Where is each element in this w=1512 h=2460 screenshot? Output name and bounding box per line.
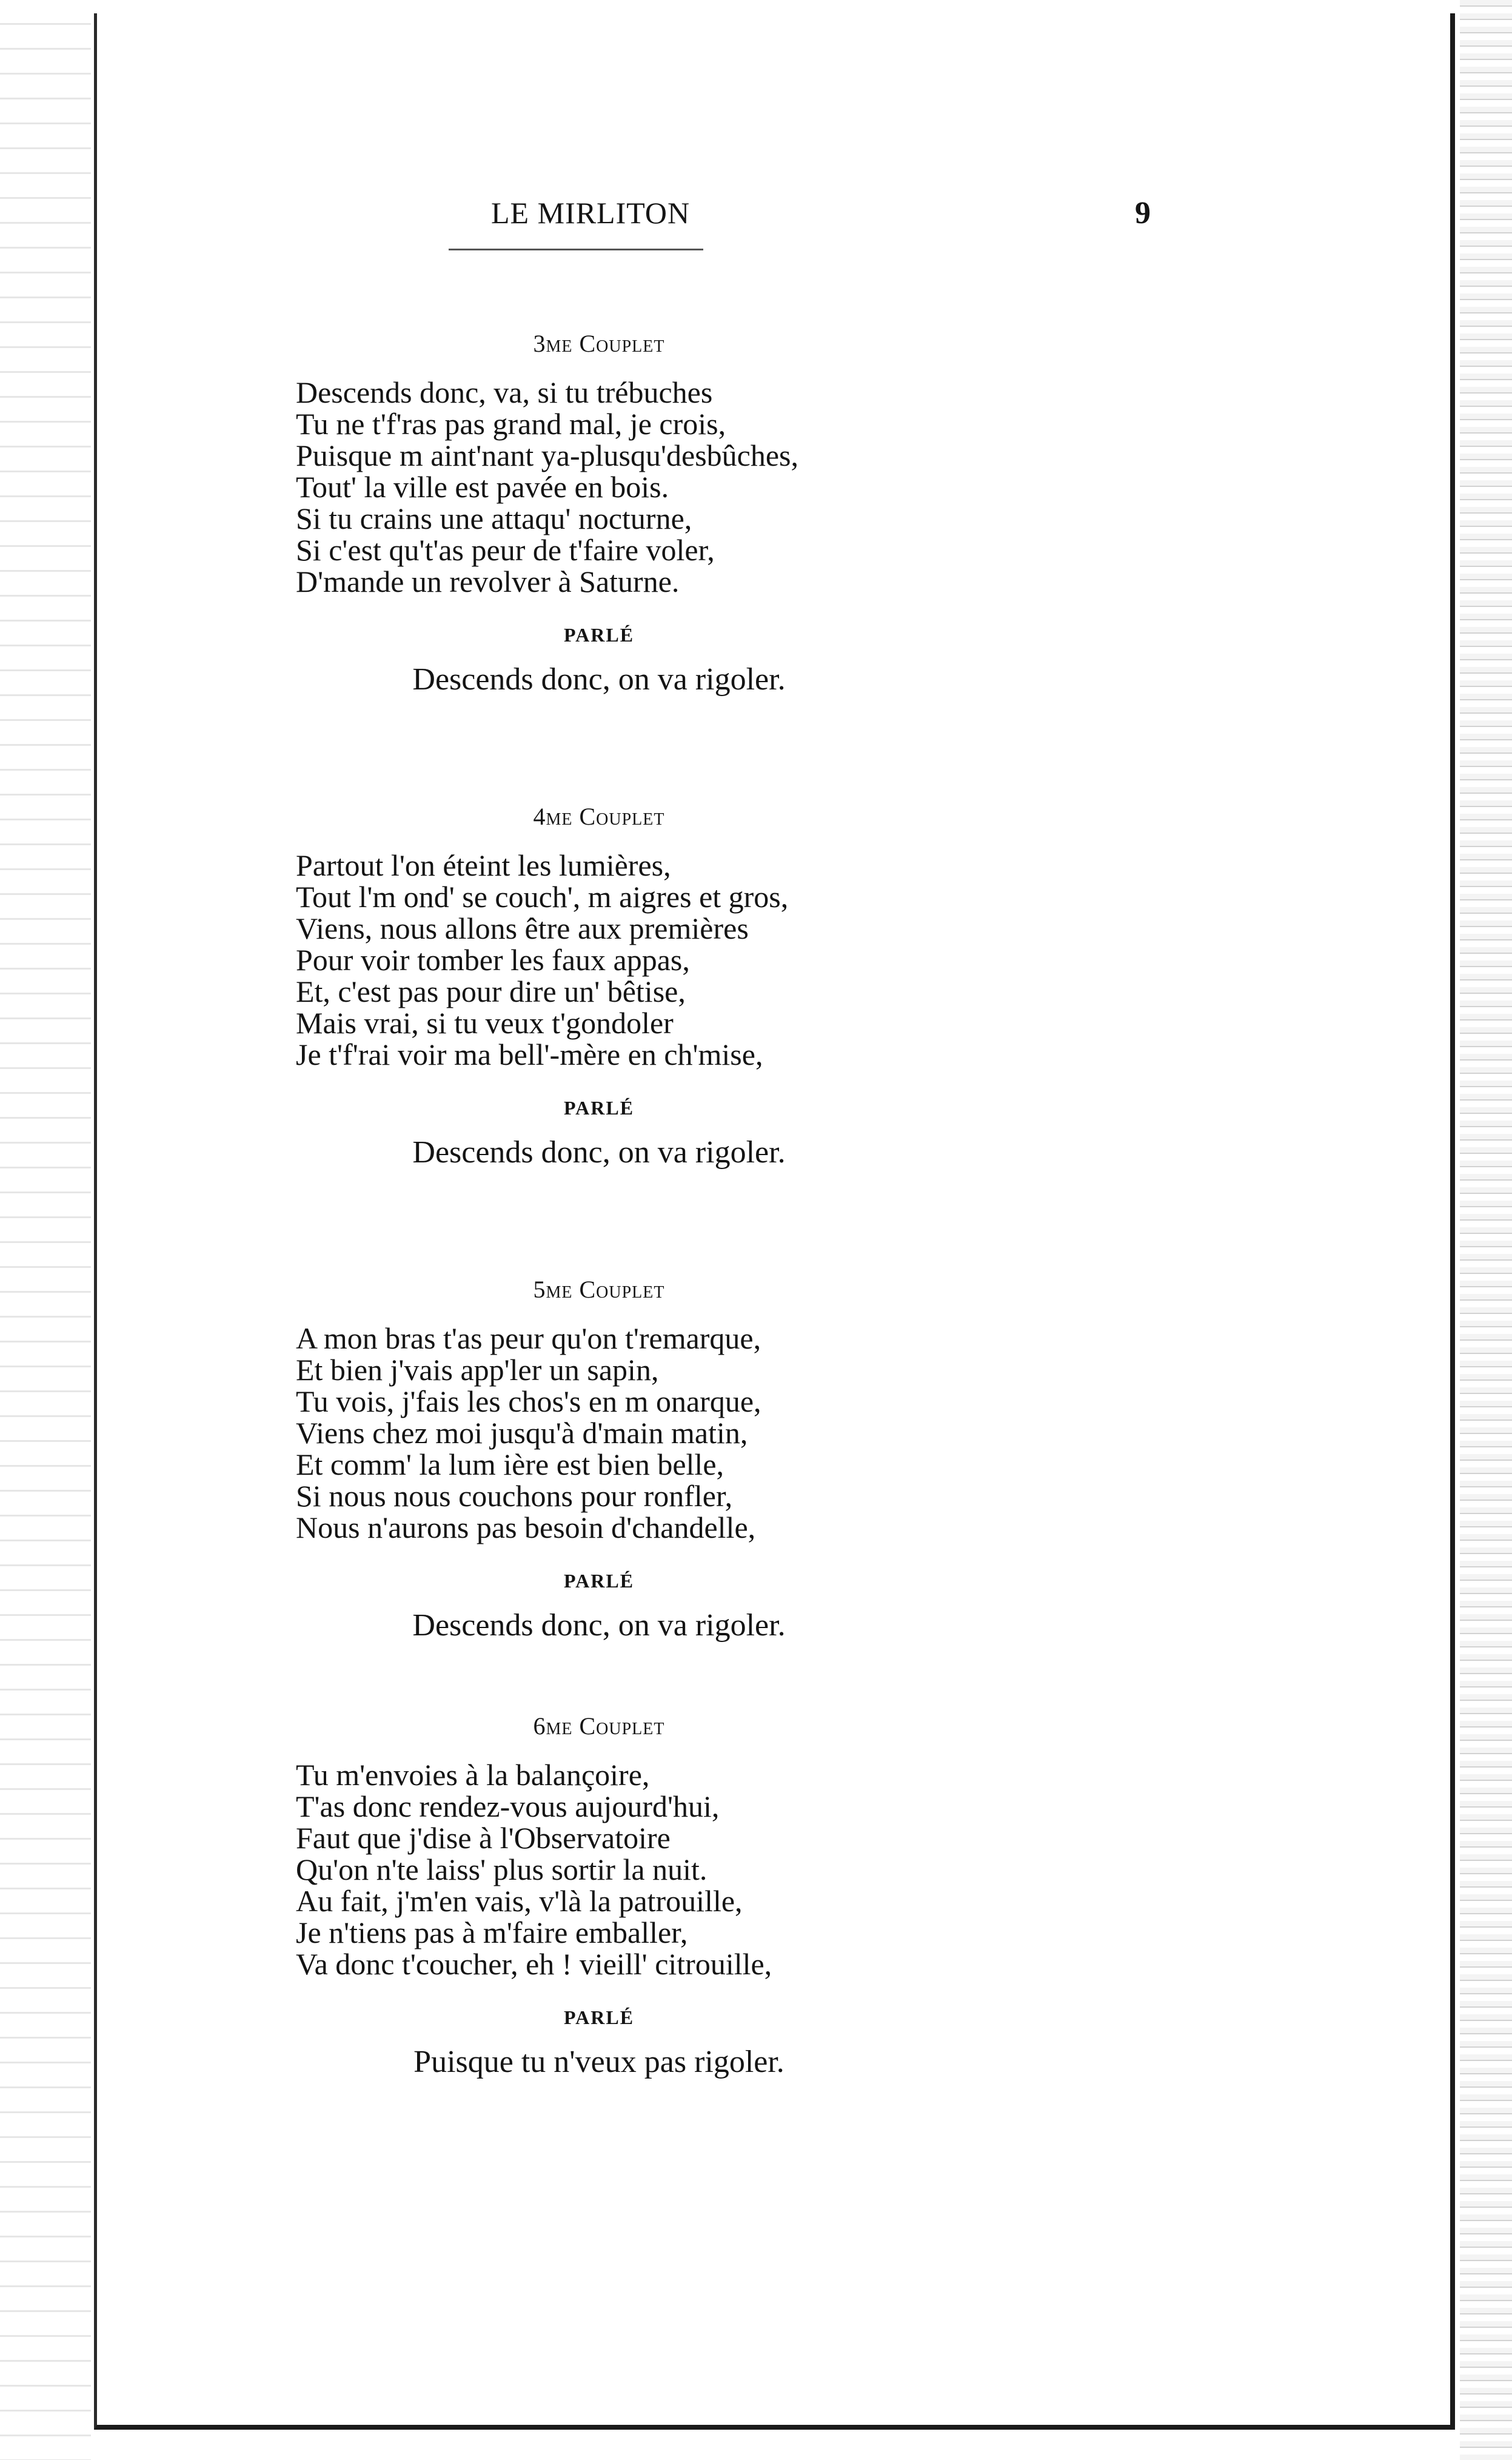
verse-line: Descends donc, va, si tu trébuches	[296, 375, 713, 409]
verse-line: Viens, nous allons être aux premières	[296, 911, 749, 945]
couplet-heading: 3me Couplet	[533, 330, 665, 357]
refrain: Descends donc, on va rigoler.	[412, 1608, 786, 1643]
verse-line: Pour voir tomber les faux appas,	[296, 943, 690, 977]
verse-line: Tu vois, j'fais les chos's en m onarque,	[296, 1384, 761, 1418]
verse-line: Qu'on n'te laiss' plus sortir la nuit.	[296, 1852, 707, 1886]
couplet-heading: 5me Couplet	[533, 1276, 665, 1303]
stanza-5	[296, 1270, 963, 1644]
verse-line: Et bien j'vais app'ler un sapin,	[296, 1353, 659, 1387]
verse-line: D'mande un revolver à Saturne.	[296, 565, 680, 598]
running-title: LE MIRLITON	[491, 196, 691, 230]
verse-line: Tu m'envoies à la balançoire,	[296, 1758, 650, 1792]
verse-line: Tu ne t'f'ras pas grand mal, je crois,	[296, 407, 726, 441]
header-rule	[449, 249, 703, 250]
verse-line: A mon bras t'as peur qu'on t'remarque,	[296, 1321, 761, 1355]
couplet-heading: 4me Couplet	[533, 803, 665, 830]
spoken-label: PARLÉ	[563, 1097, 635, 1119]
stanza-6	[296, 1707, 963, 2080]
refrain: Puisque tu n'veux pas rigoler.	[413, 2045, 784, 2079]
page-number: 9	[1135, 196, 1151, 230]
verse-line: Si c'est qu't'as peur de t'faire voler,	[296, 533, 715, 567]
verse-line: Et comm' la lum ière est bien belle,	[296, 1447, 724, 1481]
scan-edge	[1460, 0, 1512, 2460]
refrain: Descends donc, on va rigoler.	[412, 1135, 786, 1170]
verse-line: Au fait, j'm'en vais, v'là la patrouille,	[296, 1884, 743, 1918]
verse-line: Si tu crains une attaqu' nocturne,	[296, 501, 692, 535]
verse-line: Nous n'aurons pas besoin d'chandelle,	[296, 1510, 756, 1544]
spoken-label: PARLÉ	[563, 2006, 635, 2028]
verse-line: Partout l'on éteint les lumières,	[296, 848, 671, 882]
verse-line: Je n'tiens pas à m'faire emballer,	[296, 1915, 688, 1949]
verse-line: Va donc t'coucher, eh ! vieill' citrouille,	[296, 1947, 772, 1981]
verse-line: T'as donc rendez-vous aujourd'hui,	[296, 1789, 720, 1823]
verse-line: Viens chez moi jusqu'à d'main matin,	[296, 1416, 748, 1450]
verse-line: Si nous nous couchons pour ronfler,	[296, 1479, 733, 1513]
stanza-4	[296, 797, 963, 1171]
verse-line: Tout' la ville est pavée en bois.	[296, 470, 669, 504]
binding-edge	[0, 0, 91, 2460]
spoken-label: PARLÉ	[563, 1570, 635, 1592]
couplet-heading: 6me Couplet	[533, 1712, 665, 1740]
verse-line: Mais vrai, si tu veux t'gondoler	[296, 1006, 674, 1040]
spoken-label: PARLÉ	[563, 624, 635, 646]
verse-line: Et, c'est pas pour dire un' bêtise,	[296, 974, 686, 1008]
refrain: Descends donc, on va rigoler.	[412, 662, 786, 697]
verse-line: Puisque m aint'nant ya-plusqu'desbûches,	[296, 438, 799, 472]
verse-line: Tout l'm ond' se couch', m aigres et gros,	[296, 880, 789, 914]
verse-line: Faut que j'dise à l'Observatoire	[296, 1821, 671, 1855]
stanza-3	[296, 324, 963, 698]
verse-line: Je t'f'rai voir ma bell'-mère en ch'mise,	[296, 1037, 763, 1071]
